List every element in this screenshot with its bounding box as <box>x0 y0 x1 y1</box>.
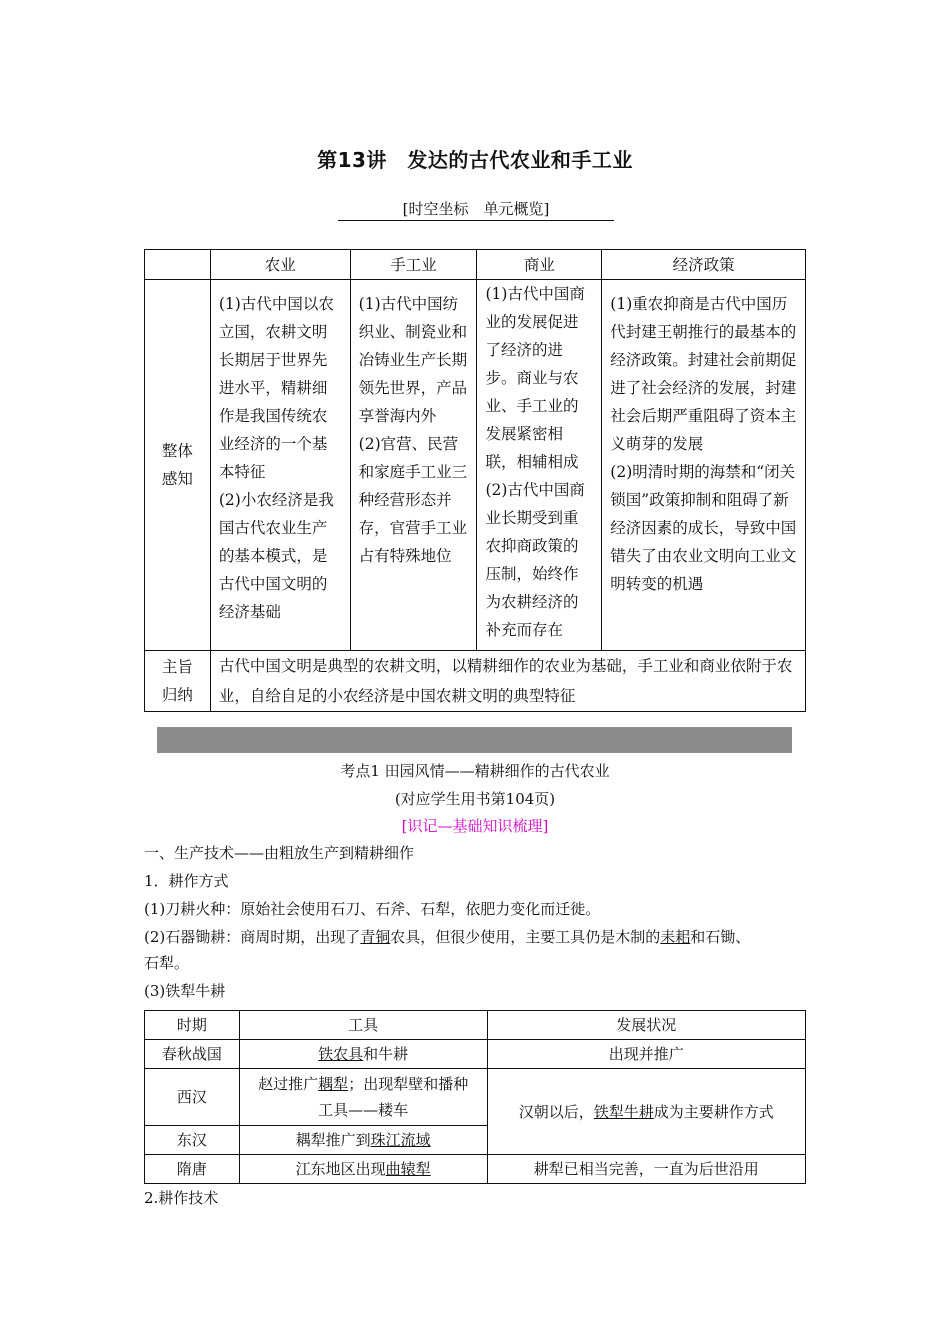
header-economic-policy: 经济政策 <box>602 250 806 280</box>
knowledge-tag: [识记—基础知识梳理] <box>401 817 549 835</box>
period-cell: 春秋战国 <box>145 1040 240 1069</box>
agri-point-2: (2)小农经济是我国古代农业生产的基本模式，是古代中国文明的经济基础 <box>218 491 334 621</box>
policy-point-1: (1)重农抑商是古代中国历代封建王朝推行的最基本的经济政策。封建社会前期促进了社会经济的发展，封建社会后期严重阻碍了资本主义萌芽的发展 <box>610 295 797 453</box>
section-divider-bar <box>157 727 792 753</box>
policy-point-2: (2)明清时期的海禁和“闭关锁国”政策抑制和阻碍了新经济因素的成长，导致中国错失了由农业文明向工业文明转变的机遇 <box>610 463 797 593</box>
kaodian-heading: 考点1 田园风情——精耕细作的古代农业 <box>340 762 610 780</box>
header-agriculture: 农业 <box>210 250 350 280</box>
header-period: 时期 <box>145 1011 240 1040</box>
heading-iron-plough: (3)铁犁牛耕 <box>144 982 226 1000</box>
overview-header-row <box>145 250 806 280</box>
header-tools: 工具 <box>239 1011 487 1040</box>
cell-commerce <box>477 280 602 651</box>
craft-point-2: (2)官营、民营和家庭手工业三种经营形态并存，官营手工业占有特殊地位 <box>358 435 468 565</box>
cell-agriculture <box>210 280 350 651</box>
summary-text: 古代中国文明是典型的农耕文明，以精耕细作的农业为基础，手工业和商业依附于农业，自给自足的小农经济是中国农耕文明的典型特征 <box>210 651 805 712</box>
cell-policy <box>602 280 806 651</box>
tool-cell: 铁农具和牛耕 <box>239 1040 487 1069</box>
header-handicraft: 手工业 <box>350 250 477 280</box>
period-cell: 东汉 <box>145 1126 240 1155</box>
header-cell-empty <box>145 250 211 280</box>
period-cell: 西汉 <box>145 1069 240 1126</box>
textbook-reference: (对应学生用书第104页) <box>394 790 556 808</box>
section-subtitle: [时空坐标 单元概览] <box>338 198 614 221</box>
row-label-perception: 整体 感知 <box>145 280 211 651</box>
row-label-summary: 主旨 归纳 <box>145 651 211 712</box>
heading-production-technology: 一、生产技术——由粗放生产到精耕细作 <box>144 844 415 862</box>
paragraph-stone-hoe-continued: 石犁。 <box>144 954 190 972</box>
status-cell: 耕犁已相当完善，一直为后世沿用 <box>487 1155 806 1184</box>
table-row <box>145 1040 806 1069</box>
header-commerce: 商业 <box>477 250 602 280</box>
cell-handicraft <box>350 280 477 651</box>
heading-farming-technique: 2.耕作技术 <box>144 1189 219 1207</box>
paragraph-slash-and-burn: (1)刀耕火种：原始社会使用石刀、石斧、石犁，依肥力变化而迁徙。 <box>144 900 601 918</box>
tools-header-row <box>145 1011 806 1040</box>
header-development: 发展状况 <box>487 1011 806 1040</box>
paragraph-stone-hoe: (2)石器锄耕：商周时期，出现了青铜农具，但很少使用，主要工具仍是木制的耒耜和石锄、 <box>144 928 751 946</box>
overview-table <box>144 249 806 712</box>
agri-point-1: (1)古代中国以农立国，农耕文明长期居于世界先进水平，精耕细作是我国传统农业经济的一个基本特征 <box>218 295 334 481</box>
heading-farming-methods: 1．耕作方式 <box>144 872 229 890</box>
tool-cell: 耦犁推广到珠江流域 <box>239 1126 487 1155</box>
comm-point-2: (2)古代中国商业长期受到重农抑商政策的压制，始终作为农耕经济的补充而存在 <box>485 481 585 639</box>
tool-cell: 江东地区出现曲辕犁 <box>239 1155 487 1184</box>
period-cell: 隋唐 <box>145 1155 240 1184</box>
comm-point-1: (1)古代中国商业的发展促进了经济的进步。商业与农业、手工业的发展紧密相联，相辅相成 <box>485 285 585 471</box>
overview-row-perception <box>145 280 806 651</box>
craft-point-1: (1)古代中国纺织业、制瓷业和冶铸业生产长期领先世界，产品享誉海内外 <box>358 295 468 425</box>
table-row <box>145 1069 806 1126</box>
tools-table <box>144 1010 806 1184</box>
tool-cell: 赵过推广耦犁；出现犁壁和播种工具——耧车 <box>239 1069 487 1126</box>
table-row <box>145 1155 806 1184</box>
status-cell: 汉朝以后，铁犁牛耕成为主要耕作方式 <box>487 1069 806 1155</box>
page-title: 第13讲 发达的古代农业和手工业 <box>317 148 633 172</box>
overview-row-summary <box>145 651 806 712</box>
status-cell: 出现并推广 <box>487 1040 806 1069</box>
